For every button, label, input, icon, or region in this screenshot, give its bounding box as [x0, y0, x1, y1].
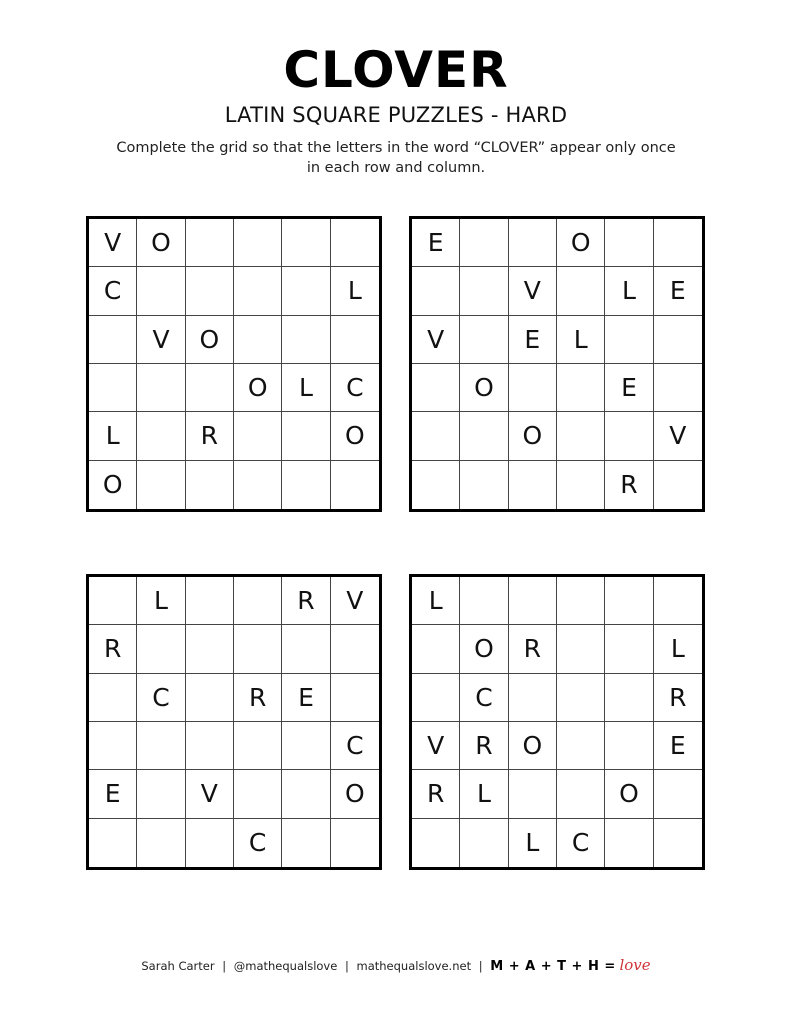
grid-cell — [654, 461, 702, 509]
grid-cell — [557, 577, 605, 625]
grid-cell: C — [331, 722, 379, 770]
grid-cell — [234, 722, 282, 770]
grid-cell — [137, 364, 185, 412]
grid-cell: C — [557, 819, 605, 867]
grid-cell — [605, 219, 653, 267]
page-title: CLOVER — [283, 41, 509, 99]
footer-separator: | — [478, 959, 483, 973]
grid-cell: V — [654, 412, 702, 460]
grid-cell — [460, 577, 508, 625]
grid-cell — [509, 577, 557, 625]
grid-cell: O — [186, 316, 234, 364]
grid-cell — [331, 219, 379, 267]
grid-cell: V — [137, 316, 185, 364]
grid-cell — [234, 577, 282, 625]
grid-cell — [282, 412, 330, 460]
grid-cell: L — [460, 770, 508, 818]
grid-cell — [137, 722, 185, 770]
grid-cell — [137, 412, 185, 460]
grid-cell: V — [89, 219, 137, 267]
grid-cell: R — [89, 625, 137, 673]
grid-cell — [89, 577, 137, 625]
footer-handle: @mathequalslove — [233, 959, 338, 973]
grid-cell — [412, 674, 460, 722]
grid-cell — [557, 412, 605, 460]
grid-cell — [605, 819, 653, 867]
footer-logo-math: M + A + T + H = — [490, 959, 616, 974]
grid-cell — [89, 722, 137, 770]
grid-cell — [282, 219, 330, 267]
grid-cell — [509, 770, 557, 818]
grid-cell — [331, 316, 379, 364]
grid-cell: O — [509, 412, 557, 460]
instructions-line-2: in each row and column. — [306, 160, 486, 176]
grid-cell: R — [460, 722, 508, 770]
grid-cell — [186, 364, 234, 412]
grid-cell — [89, 316, 137, 364]
footer-author: Sarah Carter — [141, 959, 215, 973]
grid-cell — [412, 461, 460, 509]
grid-cell: O — [460, 625, 508, 673]
grid-cell: O — [234, 364, 282, 412]
grid-cell: R — [654, 674, 702, 722]
grid-cell — [234, 219, 282, 267]
grid-cell: C — [234, 819, 282, 867]
grid-cell: R — [186, 412, 234, 460]
grid-cell: R — [509, 625, 557, 673]
grid-cell — [234, 412, 282, 460]
grid-cell — [331, 625, 379, 673]
grid-cell — [412, 625, 460, 673]
grid-cell: L — [282, 364, 330, 412]
grid-cell: R — [282, 577, 330, 625]
grid-cell — [282, 267, 330, 315]
grid-cell — [282, 316, 330, 364]
grid-cell — [186, 722, 234, 770]
grid-cell: L — [331, 267, 379, 315]
grid-cell — [509, 461, 557, 509]
grid-cell: O — [460, 364, 508, 412]
grid-cell — [557, 625, 605, 673]
grid-cell: R — [234, 674, 282, 722]
grid-cell: C — [137, 674, 185, 722]
grid-cell: R — [605, 461, 653, 509]
grid-cell — [137, 461, 185, 509]
grid-cell — [460, 819, 508, 867]
grid-cell — [509, 364, 557, 412]
grid-cell: E — [509, 316, 557, 364]
grid-cell — [557, 267, 605, 315]
grid-cell: V — [412, 316, 460, 364]
grid-cell: O — [331, 412, 379, 460]
grid-cell: O — [557, 219, 605, 267]
grid-cell — [557, 722, 605, 770]
grid-cell — [234, 461, 282, 509]
grid-cell: E — [605, 364, 653, 412]
puzzle-grid-1 — [86, 216, 382, 512]
grid-cell: V — [509, 267, 557, 315]
grid-cell — [137, 770, 185, 818]
grid-cell — [605, 412, 653, 460]
puzzle-grid-2 — [409, 216, 705, 512]
grid-cell — [605, 722, 653, 770]
grid-cell — [605, 625, 653, 673]
grid-cell — [509, 674, 557, 722]
grid-cell — [282, 819, 330, 867]
puzzle-grid-3 — [86, 574, 382, 870]
grid-cell — [186, 577, 234, 625]
grid-cell — [186, 219, 234, 267]
grid-cell: L — [605, 267, 653, 315]
grid-cell — [654, 219, 702, 267]
puzzle-grid-4 — [409, 574, 705, 870]
grid-cell: L — [89, 412, 137, 460]
grid-cell: E — [654, 267, 702, 315]
footer-website: mathequalslove.net — [356, 959, 472, 973]
grid-cell: V — [331, 577, 379, 625]
footer-separator: | — [222, 959, 227, 973]
grid-cell — [605, 316, 653, 364]
grid-cell: O — [509, 722, 557, 770]
grid-cell — [282, 625, 330, 673]
grid-cell — [412, 267, 460, 315]
grid-cell: E — [654, 722, 702, 770]
grid-cell: L — [654, 625, 702, 673]
grid-cell — [282, 461, 330, 509]
grid-cell — [137, 819, 185, 867]
grid-cell — [186, 819, 234, 867]
grid-cell — [557, 364, 605, 412]
grid-cell — [654, 770, 702, 818]
grid-cell — [234, 625, 282, 673]
grid-cell — [460, 412, 508, 460]
grid-cell: O — [137, 219, 185, 267]
grid-cell: L — [137, 577, 185, 625]
grid-cell — [186, 625, 234, 673]
grid-cell — [460, 219, 508, 267]
grid-cell — [234, 267, 282, 315]
grid-cell: C — [331, 364, 379, 412]
grid-cell — [654, 577, 702, 625]
grid-cell — [137, 267, 185, 315]
grid-cell: E — [89, 770, 137, 818]
grid-cell — [460, 267, 508, 315]
grid-cell — [412, 364, 460, 412]
grid-cell — [460, 461, 508, 509]
grid-cell — [605, 577, 653, 625]
grid-cell: V — [412, 722, 460, 770]
grid-cell — [605, 674, 653, 722]
grid-cell: L — [509, 819, 557, 867]
grid-cell — [234, 316, 282, 364]
grid-cell — [331, 674, 379, 722]
page-subtitle: LATIN SQUARE PUZZLES - HARD — [224, 103, 568, 127]
grid-cell: E — [412, 219, 460, 267]
grid-cell: O — [331, 770, 379, 818]
grid-cell: C — [89, 267, 137, 315]
grid-cell — [186, 267, 234, 315]
grid-cell: V — [186, 770, 234, 818]
grid-cell — [186, 674, 234, 722]
grid-cell — [412, 819, 460, 867]
grid-cell — [89, 819, 137, 867]
footer-logo-love: love — [619, 956, 651, 974]
grid-cell — [137, 625, 185, 673]
footer-separator: | — [344, 959, 349, 973]
grid-cell — [234, 770, 282, 818]
grid-cell — [557, 461, 605, 509]
grid-cell: O — [605, 770, 653, 818]
grid-cell — [654, 364, 702, 412]
grid-cell — [460, 316, 508, 364]
grid-cell — [282, 722, 330, 770]
grid-cell — [509, 219, 557, 267]
grid-cell — [557, 674, 605, 722]
grid-cell — [186, 461, 234, 509]
grid-cell — [654, 316, 702, 364]
grid-cell: L — [412, 577, 460, 625]
grid-cell — [282, 770, 330, 818]
grid-cell: R — [412, 770, 460, 818]
grid-cell: O — [89, 461, 137, 509]
instructions — [96, 138, 696, 178]
footer — [0, 956, 792, 974]
grid-cell — [331, 461, 379, 509]
grid-cell — [557, 770, 605, 818]
grid-cell: C — [460, 674, 508, 722]
grid-cell — [412, 412, 460, 460]
grid-cell — [89, 364, 137, 412]
grid-cell — [331, 819, 379, 867]
grid-cell — [89, 674, 137, 722]
grid-cell: L — [557, 316, 605, 364]
grid-cell — [654, 819, 702, 867]
grid-cell: E — [282, 674, 330, 722]
instructions-line-1: Complete the grid so that the letters in the word “CLOVER” appear only once — [116, 140, 676, 156]
